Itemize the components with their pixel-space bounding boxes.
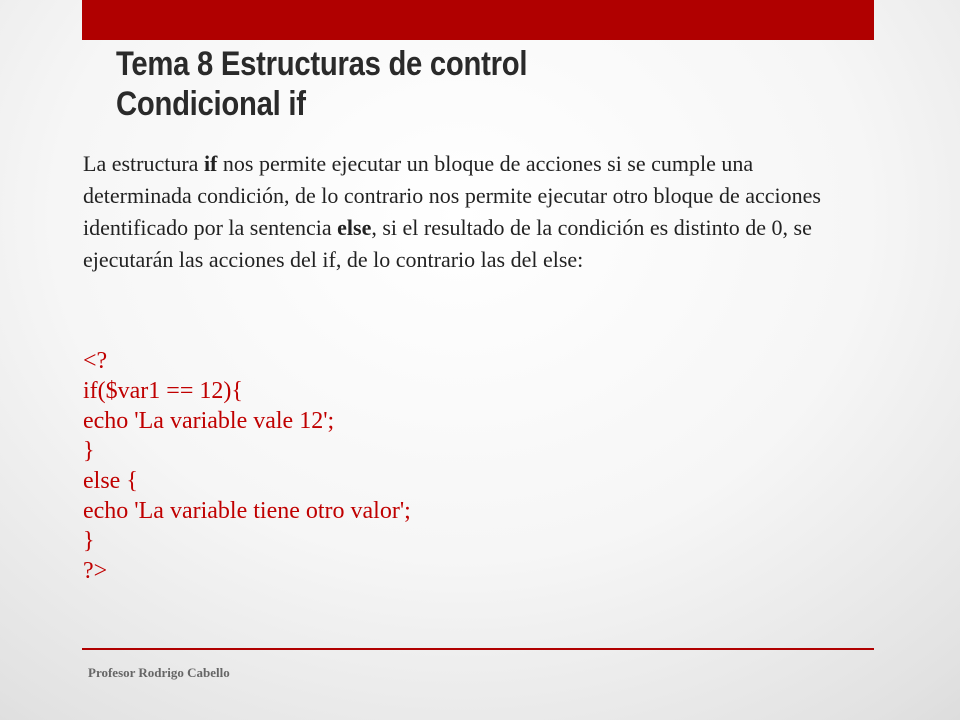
keyword-else: else: [337, 215, 372, 240]
code-block: [83, 346, 411, 586]
code-line: <?: [83, 348, 108, 374]
slide-title: [116, 44, 527, 124]
footer-divider: [82, 648, 874, 650]
code-line: if($var1 == 12){: [83, 378, 243, 404]
code-line: ?>: [83, 558, 108, 584]
slide-title-line-1: Tema 8 Estructuras de control: [116, 45, 528, 83]
slide-title-line-2: Condicional if: [116, 85, 306, 123]
code-line: echo 'La variable vale 12';: [83, 408, 335, 434]
footer-author: Profesor Rodrigo Cabello: [88, 665, 230, 680]
top-accent-bar: [82, 0, 874, 40]
paragraph-text-1: La estructura: [83, 151, 204, 176]
code-line: else {: [83, 468, 138, 494]
body-paragraph: [83, 148, 863, 276]
code-line: }: [83, 438, 95, 464]
code-line: }: [83, 528, 95, 554]
paragraph-text-2: nos permite ejecutar un bloque de acciones si se cumple una determinada condición, de lo contrario nos permite ejecutar otro bloque de acciones identificado por la sentencia: [83, 151, 821, 240]
code-line: echo 'La variable tiene otro valor';: [83, 498, 411, 524]
paragraph-text-3: , si el resultado de la condición es distinto de 0, se ejecutarán las acciones del if, de lo contrario las del else:: [83, 215, 812, 272]
keyword-if: if: [203, 151, 218, 176]
